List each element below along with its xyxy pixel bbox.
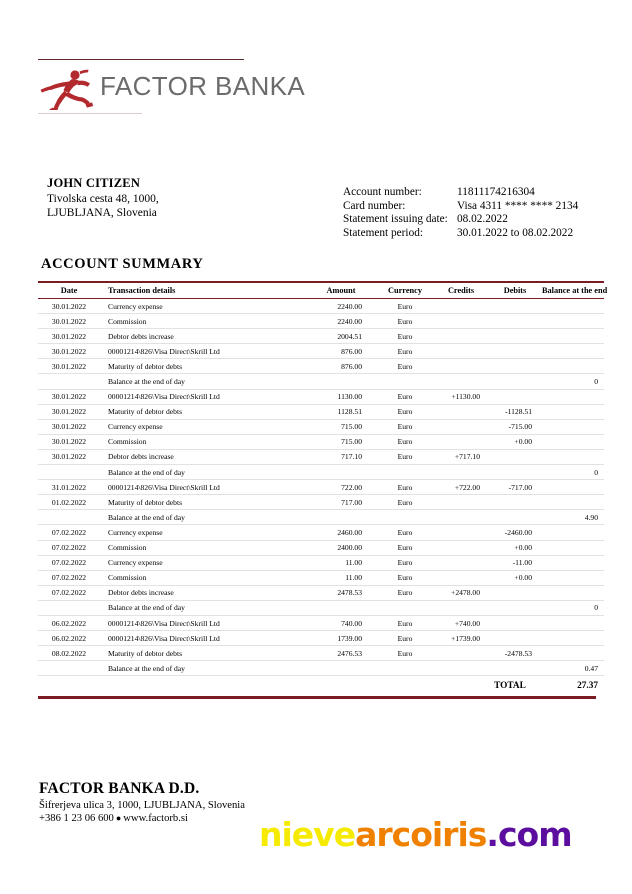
table-row [38, 359, 604, 374]
cell-details: 00001214\826\Visa Direct\Skrill Ltd [100, 631, 306, 646]
cell-debits [488, 495, 542, 510]
cell-currency [376, 510, 434, 525]
cell-details: Currency expense [100, 555, 306, 570]
cell-date: 01.02.2022 [38, 495, 100, 510]
cell-details: 00001214\826\Visa Direct\Skrill Ltd [100, 389, 306, 404]
cell-amount: 2240.00 [306, 299, 376, 314]
cell-currency: Euro [376, 299, 434, 314]
cell-amount: 715.00 [306, 434, 376, 449]
cell-currency [376, 600, 434, 615]
cell-currency: Euro [376, 585, 434, 600]
cell-credits: +1739.00 [434, 631, 488, 646]
cell-credits [434, 434, 488, 449]
section-title: ACCOUNT SUMMARY [41, 256, 204, 272]
cell-currency: Euro [376, 555, 434, 570]
account-number-row [343, 186, 603, 200]
cell-date: 07.02.2022 [38, 540, 100, 555]
cell-debits: +0.00 [488, 434, 542, 449]
cell-balance [542, 299, 604, 314]
cell-details: Debtor debts increase [100, 329, 306, 344]
balance-row [38, 374, 604, 389]
cell-details: Commission [100, 540, 306, 555]
cell-details: Maturity of debtor debts [100, 359, 306, 374]
cell-debits [488, 615, 542, 630]
cell-amount: 2478.53 [306, 585, 376, 600]
cell-date: 30.01.2022 [38, 449, 100, 464]
cell-debits: -2460.00 [488, 525, 542, 540]
cell-spacer [434, 676, 488, 694]
cell-balance: 0 [542, 374, 604, 389]
cell-debits: -715.00 [488, 419, 542, 434]
cell-amount: 715.00 [306, 419, 376, 434]
cell-credits: +722.00 [434, 480, 488, 495]
cell-currency: Euro [376, 344, 434, 359]
cell-balance: 0 [542, 600, 604, 615]
table-row [38, 615, 604, 630]
cell-currency: Euro [376, 615, 434, 630]
cell-date: 30.01.2022 [38, 314, 100, 329]
cell-details: Commission [100, 314, 306, 329]
cell-debits [488, 631, 542, 646]
transactions-table-wrap [38, 281, 608, 694]
cell-credits [434, 661, 488, 676]
cell-debits [488, 344, 542, 359]
cell-date: 30.01.2022 [38, 359, 100, 374]
watermark-part-2: arcoiris [355, 815, 487, 854]
balance-row [38, 661, 604, 676]
col-header-debits: Debits [488, 282, 542, 299]
cell-credits [434, 359, 488, 374]
cell-amount: 2004.51 [306, 329, 376, 344]
cell-credits [434, 374, 488, 389]
cell-amount [306, 374, 376, 389]
account-number-value: 11811174216304 [457, 186, 535, 198]
cell-balance: 0 [542, 465, 604, 480]
cell-debits: -11.00 [488, 555, 542, 570]
cell-balance [542, 495, 604, 510]
cell-amount: 717.00 [306, 495, 376, 510]
cell-balance [542, 314, 604, 329]
col-header-currency: Currency [376, 282, 434, 299]
cell-date: 07.02.2022 [38, 570, 100, 585]
cell-debits [488, 359, 542, 374]
cell-debits [488, 510, 542, 525]
cell-currency [376, 374, 434, 389]
cell-currency: Euro [376, 646, 434, 661]
cell-amount: 717.10 [306, 449, 376, 464]
cell-balance [542, 631, 604, 646]
cell-debits [488, 585, 542, 600]
cell-spacer [306, 676, 376, 694]
cell-currency: Euro [376, 495, 434, 510]
cell-currency: Euro [376, 404, 434, 419]
table-row [38, 495, 604, 510]
cell-date [38, 600, 100, 615]
cell-details: Debtor debts increase [100, 449, 306, 464]
table-row [38, 570, 604, 585]
col-header-credits: Credits [434, 282, 488, 299]
cell-balance [542, 615, 604, 630]
cell-date: 07.02.2022 [38, 555, 100, 570]
cell-balance [542, 449, 604, 464]
cell-credits [434, 465, 488, 480]
cell-balance [542, 555, 604, 570]
cell-currency: Euro [376, 359, 434, 374]
table-row [38, 631, 604, 646]
cell-details: Balance at the end of day [100, 374, 306, 389]
total-value: 27.37 [577, 681, 598, 692]
cell-spacer [376, 676, 434, 694]
cell-date: 31.01.2022 [38, 480, 100, 495]
cell-credits [434, 646, 488, 661]
cell-currency: Euro [376, 525, 434, 540]
cell-balance [542, 419, 604, 434]
cell-date: 07.02.2022 [38, 585, 100, 600]
cell-credits [434, 299, 488, 314]
cell-details: Maturity of debtor debts [100, 404, 306, 419]
watermark [259, 816, 572, 854]
cell-currency [376, 465, 434, 480]
cell-date: 30.01.2022 [38, 434, 100, 449]
cell-date: 30.01.2022 [38, 344, 100, 359]
table-row [38, 449, 604, 464]
cell-amount: 1739.00 [306, 631, 376, 646]
footer-website[interactable]: www.factorb.si [123, 813, 188, 824]
cell-balance [542, 480, 604, 495]
cell-date: 30.01.2022 [38, 389, 100, 404]
cell-details: 00001214\826\Visa Direct\Skrill Ltd [100, 615, 306, 630]
cell-amount: 2460.00 [306, 525, 376, 540]
account-details-block [343, 186, 603, 240]
total-row [38, 676, 604, 694]
cell-currency: Euro [376, 631, 434, 646]
cell-amount: 2400.00 [306, 540, 376, 555]
table-row [38, 434, 604, 449]
cell-date [38, 465, 100, 480]
cell-currency: Euro [376, 434, 434, 449]
table-row [38, 585, 604, 600]
cell-date: 08.02.2022 [38, 646, 100, 661]
cell-balance [542, 570, 604, 585]
customer-block [47, 176, 327, 220]
cell-currency: Euro [376, 480, 434, 495]
cell-details: Maturity of debtor debts [100, 646, 306, 661]
cell-credits [434, 419, 488, 434]
cell-details: 00001214\826\Visa Direct\Skrill Ltd [100, 480, 306, 495]
table-body [38, 299, 604, 694]
cell-balance [542, 389, 604, 404]
cell-details: Balance at the end of day [100, 465, 306, 480]
cell-amount: 2476.53 [306, 646, 376, 661]
cell-amount: 1128.51 [306, 404, 376, 419]
logo-underline-rule [38, 113, 142, 114]
cell-spacer [38, 676, 100, 694]
cell-credits [434, 314, 488, 329]
cell-amount: 740.00 [306, 615, 376, 630]
issuing-date-value: 08.02.2022 [457, 213, 508, 226]
watermark-part-3: .com [486, 815, 572, 854]
bank-logo [38, 66, 338, 112]
table-head [38, 282, 608, 299]
cell-details: Balance at the end of day [100, 600, 306, 615]
card-number-value: Visa 4311 **** **** 2134 [457, 199, 579, 212]
cell-debits: -2478.53 [488, 646, 542, 661]
account-number-label: Account number: [343, 186, 422, 198]
cell-debits [488, 314, 542, 329]
cell-balance [542, 359, 604, 374]
table-row [38, 646, 604, 661]
cell-currency: Euro [376, 419, 434, 434]
cell-date [38, 510, 100, 525]
table-bottom-rule [38, 696, 596, 699]
cell-date: 06.02.2022 [38, 615, 100, 630]
cell-credits [434, 329, 488, 344]
cell-currency: Euro [376, 570, 434, 585]
cell-debits [488, 329, 542, 344]
table-row [38, 389, 604, 404]
cell-date: 30.01.2022 [38, 404, 100, 419]
table-row [38, 555, 604, 570]
cell-balance [542, 646, 604, 661]
cell-date [38, 374, 100, 389]
cell-balance: 0.47 [542, 661, 604, 676]
cell-debits [488, 600, 542, 615]
bank-logo-text: FACTOR BANKA [100, 71, 306, 101]
cell-details: Maturity of debtor debts [100, 495, 306, 510]
table-row [38, 314, 604, 329]
customer-name: JOHN CITIZEN [47, 176, 141, 190]
cell-debits: +0.00 [488, 540, 542, 555]
table-header-row [38, 282, 604, 299]
balance-row [38, 465, 604, 480]
cell-credits [434, 600, 488, 615]
cell-details: Currency expense [100, 299, 306, 314]
table-row [38, 404, 604, 419]
cell-amount: 876.00 [306, 359, 376, 374]
card-number-label: Card number: [343, 199, 406, 212]
cell-debits: -1128.51 [488, 404, 542, 419]
statement-period-row [343, 227, 603, 241]
transactions-table [38, 281, 608, 694]
cell-credits [434, 495, 488, 510]
cell-credits: +717.10 [434, 449, 488, 464]
cell-credits [434, 404, 488, 419]
cell-credits: +1130.00 [434, 389, 488, 404]
total-label: TOTAL [494, 681, 526, 692]
cell-amount: 876.00 [306, 344, 376, 359]
cell-amount: 11.00 [306, 555, 376, 570]
cell-debits: -717.00 [488, 480, 542, 495]
cell-credits [434, 510, 488, 525]
cell-amount [306, 510, 376, 525]
cell-amount: 11.00 [306, 570, 376, 585]
cell-credits: +2478.00 [434, 585, 488, 600]
footer-address: Šifrerjeva ulica 3, 1000, LJUBLJANA, Slovenia [39, 800, 245, 811]
cell-balance [542, 585, 604, 600]
customer-address-line-1: Tivolska cesta 48, 1000, [47, 193, 159, 205]
cell-balance: 4.90 [542, 510, 604, 525]
cell-balance [542, 344, 604, 359]
cell-date: 06.02.2022 [38, 631, 100, 646]
balance-row [38, 510, 604, 525]
footer-separator-bullet: ● [115, 813, 122, 824]
cell-details: Commission [100, 570, 306, 585]
cell-credits [434, 525, 488, 540]
cell-details: Currency expense [100, 525, 306, 540]
cell-debits [488, 389, 542, 404]
table-row [38, 525, 604, 540]
cell-credits [434, 540, 488, 555]
cell-amount [306, 661, 376, 676]
running-figure-icon [38, 68, 100, 110]
cell-credits: +740.00 [434, 615, 488, 630]
col-header-date: Date [38, 282, 100, 299]
cell-spacer [100, 676, 306, 694]
header-top-rule [38, 59, 244, 60]
cell-currency: Euro [376, 449, 434, 464]
table-row [38, 480, 604, 495]
cell-balance [542, 525, 604, 540]
cell-amount: 722.00 [306, 480, 376, 495]
customer-address-line-2: LJUBLJANA, Slovenia [47, 206, 157, 219]
cell-balance [542, 329, 604, 344]
balance-row [38, 600, 604, 615]
cell-debits [488, 465, 542, 480]
cell-date: 07.02.2022 [38, 525, 100, 540]
table-row [38, 299, 604, 314]
cell-amount [306, 600, 376, 615]
cell-details: Debtor debts increase [100, 585, 306, 600]
table-row [38, 419, 604, 434]
statement-period-value: 30.01.2022 to 08.02.2022 [457, 226, 574, 239]
cell-date: 30.01.2022 [38, 299, 100, 314]
col-header-details: Transaction details [100, 282, 306, 299]
cell-amount: 2240.00 [306, 314, 376, 329]
col-header-amount: Amount [306, 282, 376, 299]
issuing-date-row [343, 213, 603, 227]
cell-currency [376, 661, 434, 676]
cell-debits [488, 449, 542, 464]
cell-balance [542, 434, 604, 449]
cell-date: 30.01.2022 [38, 419, 100, 434]
cell-details: Balance at the end of day [100, 661, 306, 676]
footer-bank-name: FACTOR BANKA D.D. [39, 780, 200, 797]
cell-debits: +0.00 [488, 570, 542, 585]
statement-period-label: Statement period: [343, 226, 423, 239]
cell-details: Commission [100, 434, 306, 449]
cell-debits [488, 374, 542, 389]
issuing-date-label: Statement issuing date: [343, 213, 448, 226]
table-row [38, 329, 604, 344]
cell-currency: Euro [376, 329, 434, 344]
cell-currency: Euro [376, 389, 434, 404]
cell-details: 00001214\826\Visa Direct\Skrill Ltd [100, 344, 306, 359]
cell-currency: Euro [376, 314, 434, 329]
cell-date [38, 661, 100, 676]
cell-details: Currency expense [100, 419, 306, 434]
cell-currency: Euro [376, 540, 434, 555]
cell-amount: 1130.00 [306, 389, 376, 404]
footer-phone: +386 1 23 06 600 [39, 813, 114, 824]
cell-credits [434, 570, 488, 585]
watermark-part-1: nieve [259, 815, 356, 854]
table-row [38, 344, 604, 359]
cell-balance [542, 540, 604, 555]
cell-date: 30.01.2022 [38, 329, 100, 344]
cell-balance [542, 404, 604, 419]
cell-debits [488, 299, 542, 314]
cell-details: Balance at the end of day [100, 510, 306, 525]
table-row [38, 540, 604, 555]
card-number-row [343, 200, 603, 214]
col-header-balance: Balance at the end [542, 282, 604, 299]
cell-credits [434, 555, 488, 570]
cell-debits [488, 661, 542, 676]
cell-credits [434, 344, 488, 359]
cell-amount [306, 465, 376, 480]
